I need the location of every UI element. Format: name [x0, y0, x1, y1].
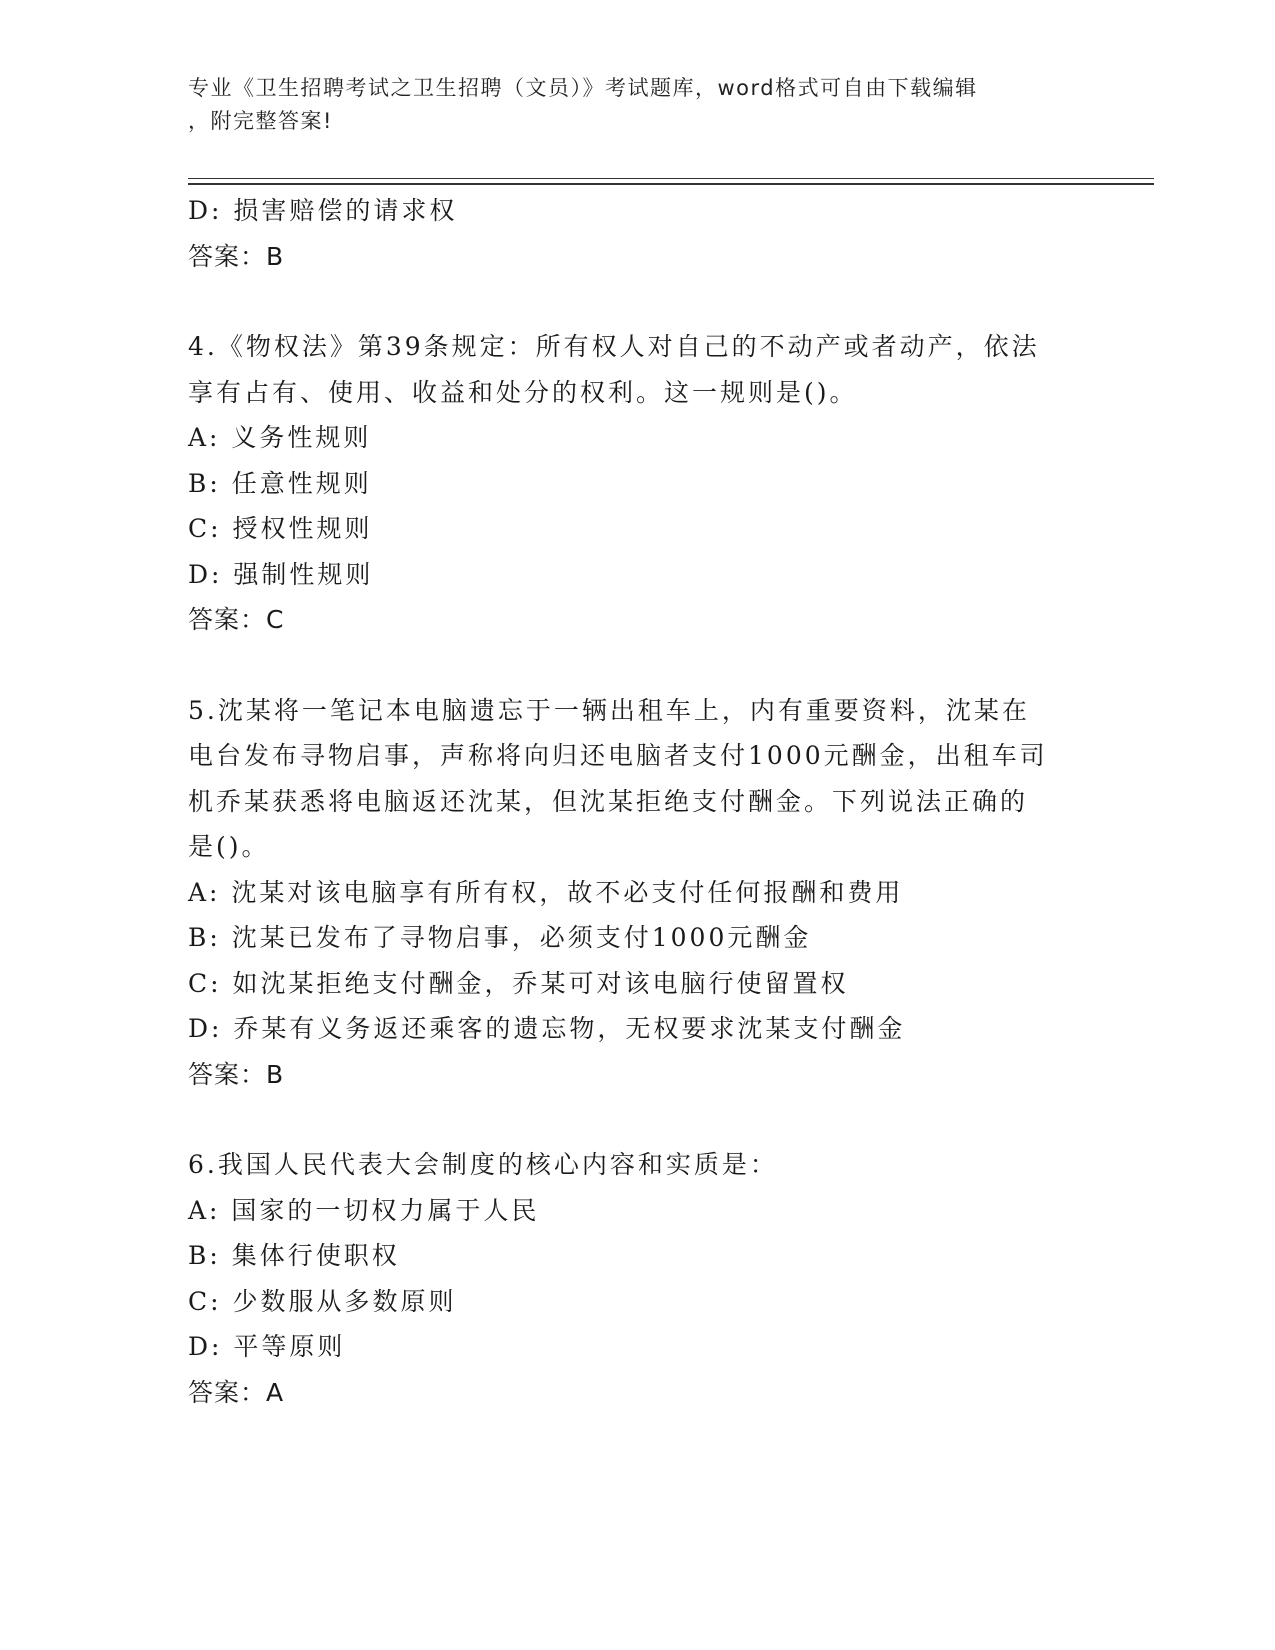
spacer [188, 643, 1088, 688]
question-content [188, 188, 1088, 1415]
option-b: B: 任意性规则 [188, 468, 372, 498]
option-a: A: 义务性规则 [188, 423, 372, 452]
option-b: B: 集体行使职权 [188, 1241, 400, 1270]
spacer [188, 1097, 1088, 1142]
question-stem-line: 6.我国人民代表大会制度的核心内容和实质是： [188, 1150, 778, 1179]
spacer [188, 279, 1088, 324]
option-a: A: 沈某对该电脑享有所有权，故不必支付任何报酬和费用 [188, 877, 904, 907]
answer-line: 答案：A [188, 1377, 285, 1407]
option-b: B: 沈某已发布了寻物启事，必须支付1000元酬金 [188, 923, 812, 952]
option-c: C: 如沈某拒绝支付酬金，乔某可对该电脑行使留置权 [188, 968, 849, 998]
option-d: D: 损害赔偿的请求权 [188, 196, 458, 225]
question-stem-line: 4.《物权法》第39条规定：所有权人对自己的不动产或者动产，依法 [188, 332, 1040, 361]
question-6 [188, 1142, 1088, 1415]
option-d: D: 乔某有义务返还乘客的遗忘物，无权要求沈某支付酬金 [188, 1014, 906, 1043]
question-stem-line: 是()。 [188, 832, 270, 861]
option-d: D: 强制性规则 [188, 559, 374, 589]
question-stem-line: 电台发布寻物启事，声称将向归还电脑者支付1000元酬金，出租车司 [188, 741, 1048, 770]
option-d: D: 平等原则 [188, 1332, 346, 1361]
document-header [188, 72, 1088, 138]
answer-line: 答案：C [188, 605, 285, 634]
question-4 [188, 324, 1088, 643]
header-line-2: ，附完整答案! [188, 109, 333, 133]
answer-line: 答案：B [188, 1059, 285, 1089]
header-rule-thick [188, 183, 1154, 185]
question-stem-line: 5.沈某将一笔记本电脑遗忘于一辆出租车上，内有重要资料，沈某在 [188, 695, 1030, 725]
answer-line: 答案：B [188, 241, 285, 271]
question-5 [188, 688, 1088, 1098]
option-c: C: 少数服从多数原则 [188, 1286, 457, 1316]
option-c: C: 授权性规则 [188, 514, 373, 543]
option-a: A: 国家的一切权力属于人民 [188, 1195, 540, 1225]
previous-question [188, 188, 1088, 279]
header-rule-thin [188, 178, 1154, 179]
header-line-1: 专业《卫生招聘考试之卫生招聘（文员）》考试题库，word格式可自由下载编辑 [188, 76, 978, 100]
question-stem-line: 享有占有、使用、收益和处分的权利。这一规则是()。 [188, 377, 858, 407]
question-stem-line: 机乔某获悉将电脑返还沈某，但沈某拒绝支付酬金。下列说法正确的 [188, 786, 1029, 816]
